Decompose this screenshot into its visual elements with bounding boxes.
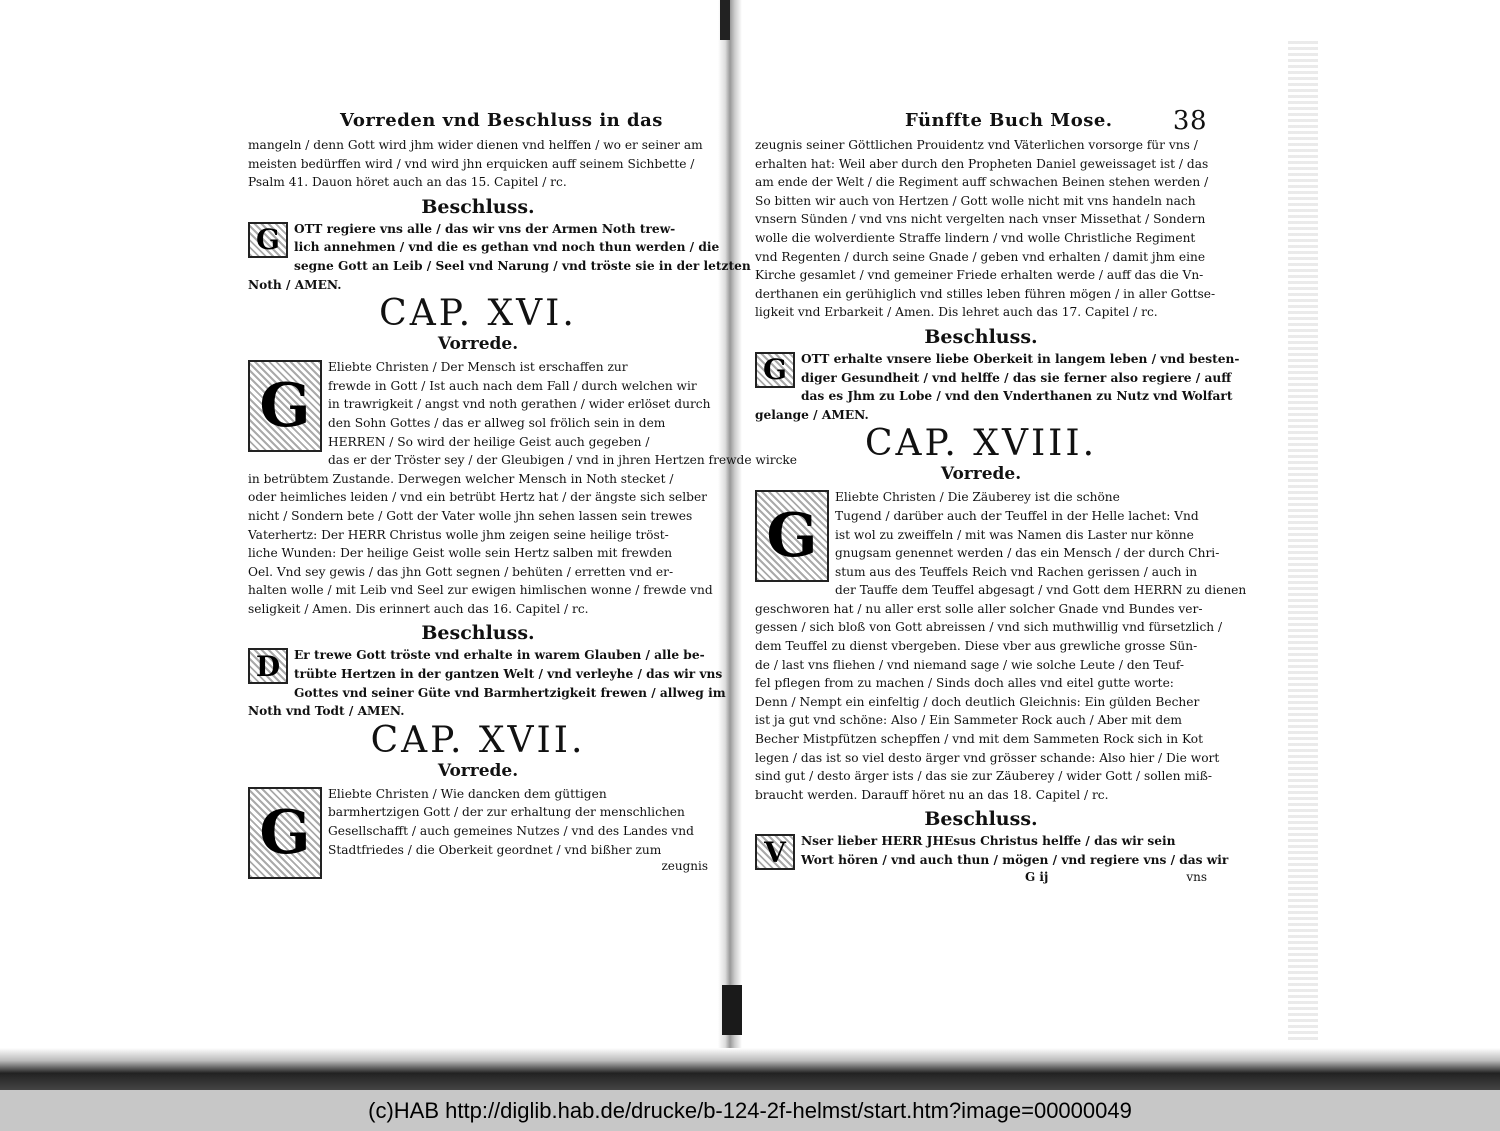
- text-line: So bitten wir auch von Hertzen / Gott wolle nicht mit vns handeln nach: [755, 193, 1196, 208]
- text-line: gessen / sich bloß von Gott abreissen / vnd sich muthwillig vnd fürsetzlich /: [755, 620, 1223, 635]
- text-line: Vaterhertz: Der HERR Christus wolle jhm zeigen seine heilige tröst-: [248, 527, 669, 542]
- text-line: Noth vnd Todt / AMEN.: [248, 704, 405, 719]
- folio-number: 38: [1172, 106, 1207, 136]
- copyright-caption: (c)HAB http://diglib.hab.de/drucke/b-124-2f-helmst/start.htm?image=00000049: [0, 1090, 1500, 1131]
- intro-text-left: [248, 136, 708, 192]
- text-line: zeugnis seiner Göttlichen Prouidentz vnd Väterlichen vorsorge für vns /: [755, 138, 1198, 152]
- decorated-initial: V: [755, 834, 795, 870]
- text-line: Oel. Vnd sey gewis / das jhn Gott segnen / behüten / erretten vnd er-: [248, 564, 674, 579]
- intro-text-right: [755, 136, 1216, 322]
- text-line: segne Gott an Leib / Seel vnd Narung / vnd tröste sie in der letzten: [294, 258, 751, 273]
- text-line: am ende der Welt / die Regiment auff schwachen Beinen stehen werden /: [755, 175, 1209, 190]
- vorrede-heading: Vorrede.: [437, 760, 519, 781]
- beschluss-text: [248, 646, 726, 720]
- text-line: lich annehmen / vnd die es gethan vnd noch thun werden / die: [294, 240, 720, 255]
- running-head-right: [755, 106, 1207, 136]
- text-line: braucht werden. Darauff höret nu an das 18. Capitel / rc.: [755, 787, 1109, 802]
- text-line: Eliebte Christen / Der Mensch ist erschaffen zur: [328, 360, 628, 375]
- text-line: Kirche gesamlet / vnd gemeiner Friede erhalten werde / auff das die Vn-: [755, 268, 1204, 283]
- catchword: zeugnis: [661, 859, 708, 874]
- vorrede-block: [248, 358, 798, 618]
- text-line: mangeln / denn Gott wird jhm wider dienen vnd helffen / wo er seiner am: [248, 138, 703, 152]
- text-line: der Tauffe dem Teuffel abgesagt / vnd Gott dem HERRN zu dienen: [835, 583, 1247, 598]
- running-head-title: Fünffte Buch Mose.: [905, 110, 1113, 131]
- text-line: halten wolle / mit Leib vnd Seel zur ewigen himlischen wonne / frewde vnd: [248, 583, 713, 598]
- decorated-initial: G: [248, 222, 288, 258]
- text-line: HERREN / So wird der heilige Geist auch gegeben /: [328, 434, 650, 449]
- beschluss-block: [248, 646, 726, 720]
- text-line: das er der Tröster sey / der Gleubigen / vnd in jhren Hertzen frewde wircke: [328, 453, 798, 468]
- decorated-initial: G: [248, 360, 322, 452]
- beschluss-text: [755, 350, 1240, 424]
- gutter-shadow-bottom: [722, 985, 742, 1035]
- vorrede-heading: Vorrede.: [940, 464, 1022, 485]
- running-head-left: Vorreden vnd Beschluss in das: [340, 110, 663, 131]
- beschluss-block: [755, 832, 1229, 869]
- text-line: ist wol zu zweiffeln / mit was Namen dis Laster nur könne: [835, 527, 1194, 542]
- text-line: fel pflegen from zu machen / Sinds doch alles vnd eitel gutte worte:: [755, 676, 1174, 691]
- text-line: seligkeit / Amen. Dis erinnert auch das 16. Capitel / rc.: [248, 601, 589, 616]
- beschluss-block: [248, 220, 751, 294]
- text-line: trübte Hertzen in der gantzen Welt / vnd verleyhe / das wir vns: [294, 667, 723, 682]
- text-line: vnd Regenten / durch seine Gnade / geben vnd erhalten / damit jhm eine: [755, 249, 1206, 264]
- book-gutter: [718, 0, 742, 1080]
- text-line: Noth / AMEN.: [248, 277, 342, 292]
- text-line: nicht / Sondern bete / Gott der Vater wolle jhn sehen lassen sein trewes: [248, 508, 693, 523]
- chapter-title: CAP. XVIII.: [864, 423, 1098, 465]
- text-line: derthanen ein gerühiglich vnd stilles leben führen mögen / in aller Gottse-: [755, 286, 1216, 301]
- text-line: Stadtfriedes / die Oberkeit geordnet / vnd bißher zum: [328, 842, 662, 857]
- text-line: geschworen hat / nu aller erst solle aller solcher Gnade vnd Bundes ver-: [755, 601, 1203, 616]
- decorated-initial: G: [755, 490, 829, 582]
- text-line: Becher Mistpfützen schepffen / vnd mit dem Sammeten Rock sich in Kot: [755, 732, 1204, 747]
- beschluss-heading: Beschluss.: [924, 325, 1038, 348]
- text-line: oder heimliches leiden / vnd ein betrübt Hertz hat / der ängste sich selber: [248, 490, 708, 505]
- vorrede-heading: Vorrede.: [437, 334, 519, 355]
- signature-mark: G ij: [1025, 869, 1049, 884]
- text-line: Wort hören / vnd auch thun / mögen / vnd regiere vns / das wir: [801, 853, 1229, 867]
- text-line: liche Wunden: Der heilige Geist wolle sein Hertz salben mit frewden: [248, 546, 673, 561]
- text-line: diger Gesundheit / vnd helffe / das sie ferner also regiere / auff: [801, 370, 1232, 385]
- text-line: Gesellschafft / auch gemeines Nutzes / vnd des Landes vnd: [328, 824, 694, 839]
- catchword: vns: [1186, 869, 1207, 884]
- beschluss-heading: Beschluss.: [924, 808, 1038, 831]
- decorated-initial: G: [248, 787, 322, 879]
- beschluss-heading: Beschluss.: [421, 622, 535, 645]
- text-line: in trawrigkeit / angst vnd noth gerathen / wider erlöset durch: [328, 397, 711, 412]
- text-line: meisten bedürffen wird / vnd wird jhn erquicken auff seinem Sichbette /: [248, 156, 695, 171]
- text-line: OTT regiere vns alle / das wir vns der Armen Noth trew-: [294, 221, 676, 236]
- text-line: de / last vns fliehen / vnd niemand sage / wie solche Leute / den Teuf-: [755, 657, 1184, 672]
- chapter-title: CAP. XVII.: [370, 719, 586, 761]
- text-line: Eliebte Christen / Wie dancken dem güttigen: [328, 786, 607, 801]
- text-line: das es Jhm zu Lobe / vnd den Vnderthanen zu Nutz vnd Wolfart: [801, 389, 1233, 404]
- scan-bottom-shadow: [0, 1048, 1500, 1090]
- text-line: Psalm 41. Dauon höret auch an das 15. Capitel / rc.: [248, 175, 567, 190]
- text-line: in betrübtem Zustande. Derwegen welcher Mensch in Noth stecket /: [248, 471, 674, 486]
- text-line: sind gut / desto ärger ists / das sie zur Zäuberey / wider Gott / sollen miß-: [755, 769, 1213, 784]
- page-edge-right: [1288, 40, 1318, 1040]
- gutter-shadow-top: [720, 0, 730, 40]
- text-line: barmhertzigen Gott / der zur erhaltung der menschlichen: [328, 805, 685, 820]
- decorated-initial: D: [248, 648, 288, 684]
- text-line: dem Teuffel zu dienst vbergeben. Diese vber aus grewliche grosse Sün-: [755, 639, 1198, 654]
- text-line: gnugsam genennet werden / das ein Mensch / der durch Chri-: [835, 546, 1220, 561]
- beschluss-text: [248, 220, 751, 294]
- text-line: legen / das ist so viel desto ärger vnd grösser schande: Also hier / Die wort: [755, 750, 1220, 765]
- page-footer: [755, 870, 1207, 888]
- beschluss-text: [755, 832, 1229, 869]
- text-line: Er trewe Gott tröste vnd erhalte in warem Glauben / alle be-: [294, 648, 705, 663]
- decorated-initial: G: [755, 352, 795, 388]
- text-line: Denn / Nempt ein einfeltig / doch deutlich Gleichnis: Ein gülden Becher: [755, 694, 1200, 709]
- text-line: vnsern Sünden / vnd vns nicht vergelten nach vnser Missethat / Sondern: [755, 212, 1206, 227]
- text-line: stum aus des Teuffels Reich vnd Rachen gerissen / auch in: [835, 564, 1198, 579]
- right-page: [755, 106, 1247, 888]
- vorrede-block: [755, 488, 1247, 804]
- text-line: den Sohn Gottes / das er allweg sol frölich sein in dem: [328, 415, 666, 430]
- text-line: frewde in Gott / Ist auch nach dem Fall / durch welchen wir: [328, 378, 697, 393]
- text-line: Tugend / darüber auch der Teuffel in der Helle lachet: Vnd: [835, 508, 1199, 523]
- left-page: [248, 110, 798, 879]
- text-line: ligkeit vnd Erbarkeit / Amen. Dis lehret auch das 17. Capitel / rc.: [755, 305, 1158, 320]
- text-line: OTT erhalte vnsere liebe Oberkeit in langem leben / vnd besten-: [801, 351, 1240, 366]
- beschluss-block: [755, 350, 1240, 424]
- text-line: ist ja gut vnd schöne: Also / Ein Sammeter Rock auch / Aber mit dem: [755, 713, 1182, 728]
- text-line: Nser lieber HERR JHEsus Christus helffe / das wir sein: [801, 834, 1176, 849]
- beschluss-heading: Beschluss.: [421, 195, 535, 218]
- text-line: gelange / AMEN.: [755, 407, 869, 422]
- text-line: wolle die wolverdiente Straffe lindern / vnd wolle Christliche Regiment: [755, 230, 1196, 245]
- text-line: Gottes vnd seiner Güte vnd Barmhertzigkeit frewen / allweg im: [294, 685, 726, 700]
- chapter-title: CAP. XVI.: [379, 293, 577, 335]
- text-line: Eliebte Christen / Die Zäuberey ist die schöne: [835, 490, 1120, 505]
- text-line: erhalten hat: Weil aber durch den Propheten Daniel geweissaget ist / das: [755, 156, 1209, 171]
